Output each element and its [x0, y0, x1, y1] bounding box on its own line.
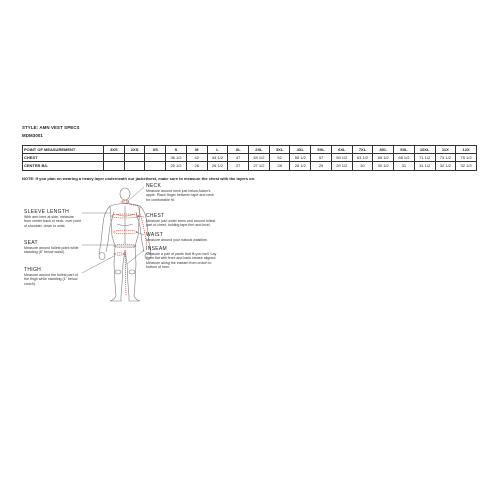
table-cell: 29 1/2	[331, 162, 352, 170]
callout-neck-body: Measure around neck just below Adam's apple. Place finger between tape and neck for comfortable fit.	[146, 189, 214, 202]
style-code: MDM3001	[22, 133, 43, 138]
table-cell: 27	[228, 162, 249, 170]
callout-seat-title: SEAT	[24, 240, 38, 246]
callout-seat	[24, 241, 82, 255]
layer-note: NOTE: If you plan on wearing a heavy layer underneath our jacket/vest, make sure to measure the chest with the layers on.	[22, 176, 256, 181]
header-size: XS	[145, 146, 166, 154]
table-cell	[104, 162, 125, 170]
table-cell: 49 1/2	[249, 154, 270, 162]
table-cell	[124, 154, 145, 162]
table-cell	[124, 162, 145, 170]
header-size: 3XS	[104, 146, 125, 154]
callout-inseam-body: Measure a pair of pants that fit you well. Lay them flat with front and back crease aligned. Measure along the inseam from crotch to bottom of hem.	[146, 252, 217, 269]
measurement-table	[22, 145, 477, 171]
table-cell: 32 1/2	[456, 162, 477, 170]
table-cell: 31 1/2	[414, 162, 435, 170]
table-cell: 27 1/2	[249, 162, 270, 170]
table-cell: 42	[186, 154, 207, 162]
table-cell: 26 1/2	[207, 162, 228, 170]
callout-waist-title: WAIST	[146, 232, 164, 238]
callout-sleeve	[24, 210, 82, 228]
header-size: 6XL	[331, 146, 352, 154]
table-cell	[104, 154, 125, 162]
table-cell: 73 1/2	[435, 154, 456, 162]
callout-seat-body: Measure around fullest point while standing (8" below waist).	[24, 246, 79, 255]
header-size: 4XL	[290, 146, 311, 154]
header-size: L	[207, 146, 228, 154]
header-size: 5XL	[311, 146, 332, 154]
table-cell: 28	[269, 162, 290, 170]
callout-inseam	[146, 247, 218, 269]
header-size: S	[166, 146, 187, 154]
callout-thigh-title: THIGH	[24, 267, 42, 273]
header-size: 2XS	[124, 146, 145, 154]
table-cell: 57	[311, 154, 332, 162]
callout-neck-title: NECK	[146, 183, 162, 189]
callout-thigh-body: Measure around the fullest part of the thigh while standing (1" below crotch).	[24, 273, 78, 286]
header-size: 2XL	[249, 146, 270, 154]
table-cell: 75 1/2	[456, 154, 477, 162]
table-cell: 68 1/2	[394, 154, 415, 162]
style-title: STYLE: AMN VEST SPECS	[22, 125, 80, 130]
table-cell	[145, 162, 166, 170]
measurement-figure	[22, 184, 242, 304]
callout-chest-title: CHEST	[146, 213, 165, 219]
table-cell: 28 1/2	[290, 162, 311, 170]
table-cell: 44 1/2	[207, 154, 228, 162]
table-cell: 31	[394, 162, 415, 170]
header-size: 11X	[435, 146, 456, 154]
table-row	[23, 154, 477, 162]
table-header-row	[23, 146, 477, 154]
header-size: XL	[228, 146, 249, 154]
table-cell: 25 1/2	[166, 162, 187, 170]
table-cell	[145, 154, 166, 162]
callout-thigh	[24, 268, 82, 286]
header-size: 3XL	[269, 146, 290, 154]
header-size: 7XL	[352, 146, 373, 154]
callout-waist-body: Measure around your natural waistline.	[146, 238, 208, 243]
callout-inseam-title: INSEAM	[146, 246, 167, 252]
table-cell: 47	[228, 154, 249, 162]
table-cell: 63 1/2	[352, 154, 373, 162]
table-cell: 29	[311, 162, 332, 170]
header-size: 10XL	[414, 146, 435, 154]
header-size: 9XL	[394, 146, 415, 154]
row-label: CENTER B/L	[23, 162, 104, 170]
header-label: POINT OF MEASUREMENT	[23, 146, 104, 154]
table-cell: 30 1/2	[373, 162, 394, 170]
table-cell: 36 1/2	[166, 154, 187, 162]
callout-sleeve-title: SLEEVE LENGTH	[24, 209, 70, 215]
callout-chest	[146, 214, 218, 228]
header-size: 8XL	[373, 146, 394, 154]
table-row	[23, 162, 477, 170]
table-cell: 59 1/2	[331, 154, 352, 162]
table-cell: 52	[269, 154, 290, 162]
row-label: CHEST	[23, 154, 104, 162]
table-cell: 71 1/2	[414, 154, 435, 162]
table-cell: 30	[352, 162, 373, 170]
table-cell: 26	[186, 162, 207, 170]
callout-neck	[146, 184, 218, 202]
table-cell: 55 1/2	[290, 154, 311, 162]
callout-chest-body: Measure just under arms and around fullest part of chest, holding tape firm and level.	[146, 219, 216, 228]
table-cell: 32 1/2	[435, 162, 456, 170]
callout-waist	[146, 233, 218, 242]
callout-sleeve-body: With arm bent at side, measure from center back of neck, over point of shoulder, down to wrist.	[24, 215, 82, 228]
header-size: 12X	[456, 146, 477, 154]
header-size: M	[186, 146, 207, 154]
table-cell: 65 1/2	[373, 154, 394, 162]
